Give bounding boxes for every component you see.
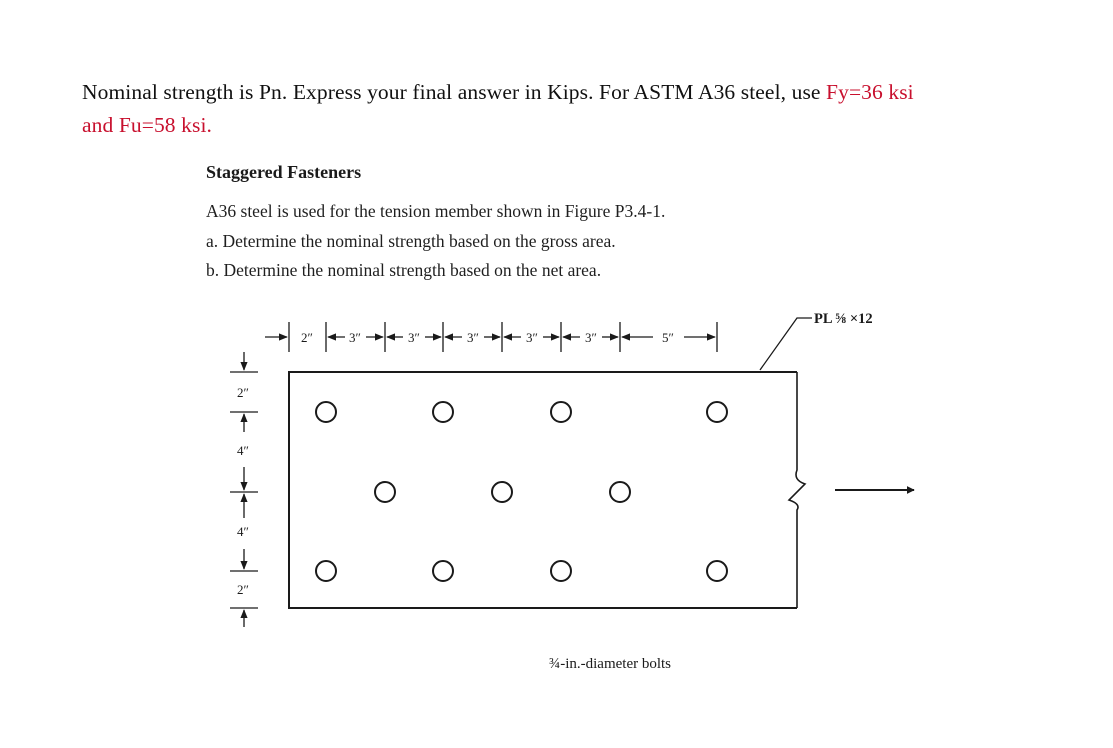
intro-text: Nominal strength is Pn. Express your final answer in Kips. For ASTM A36 steel, use [82,80,827,104]
horizontal-dimensions [265,322,717,352]
bolt-hole [433,561,453,581]
bolt-hole [707,561,727,581]
vertical-dimension-labels [237,385,249,597]
problem-part-b: b. Determine the nominal strength based on the net area. [206,260,602,280]
dim-label: 2″ [237,582,249,597]
plate-label: PL ⅝ ×12 [814,311,873,327]
dim-label: 3″ [585,330,597,345]
bolt-hole [375,482,395,502]
bolt-hole [433,402,453,422]
dim-label: 3″ [349,330,361,345]
fy-value: Fy=36 ksi [826,80,914,104]
bolt-hole [707,402,727,422]
dim-label: 5″ [662,330,674,345]
dim-label: 2″ [237,385,249,400]
bolt-hole [610,482,630,502]
dim-label: 2″ [301,330,313,345]
bolt-hole [551,402,571,422]
bolt-hole [551,561,571,581]
bolt-hole [316,561,336,581]
bolt-hole [316,402,336,422]
bolts-caption: ¾-in.-diameter bolts [548,656,672,672]
fu-value: and Fu=58 ksi. [82,113,212,137]
problem-statement: A36 steel is used for the tension member shown in Figure P3.4-1. [206,201,666,221]
dim-label: 3″ [467,330,479,345]
dim-label: 4″ [237,524,249,539]
problem-part-a: a. Determine the nominal strength based on the gross area. [206,231,616,251]
bolt-holes [316,402,727,581]
problem-title: Staggered Fasteners [206,162,362,182]
plate-leader-line [760,318,812,370]
dim-label: 4″ [237,443,249,458]
dim-label: 3″ [526,330,538,345]
break-line [789,372,805,608]
bolt-hole [492,482,512,502]
dim-label: 3″ [408,330,420,345]
